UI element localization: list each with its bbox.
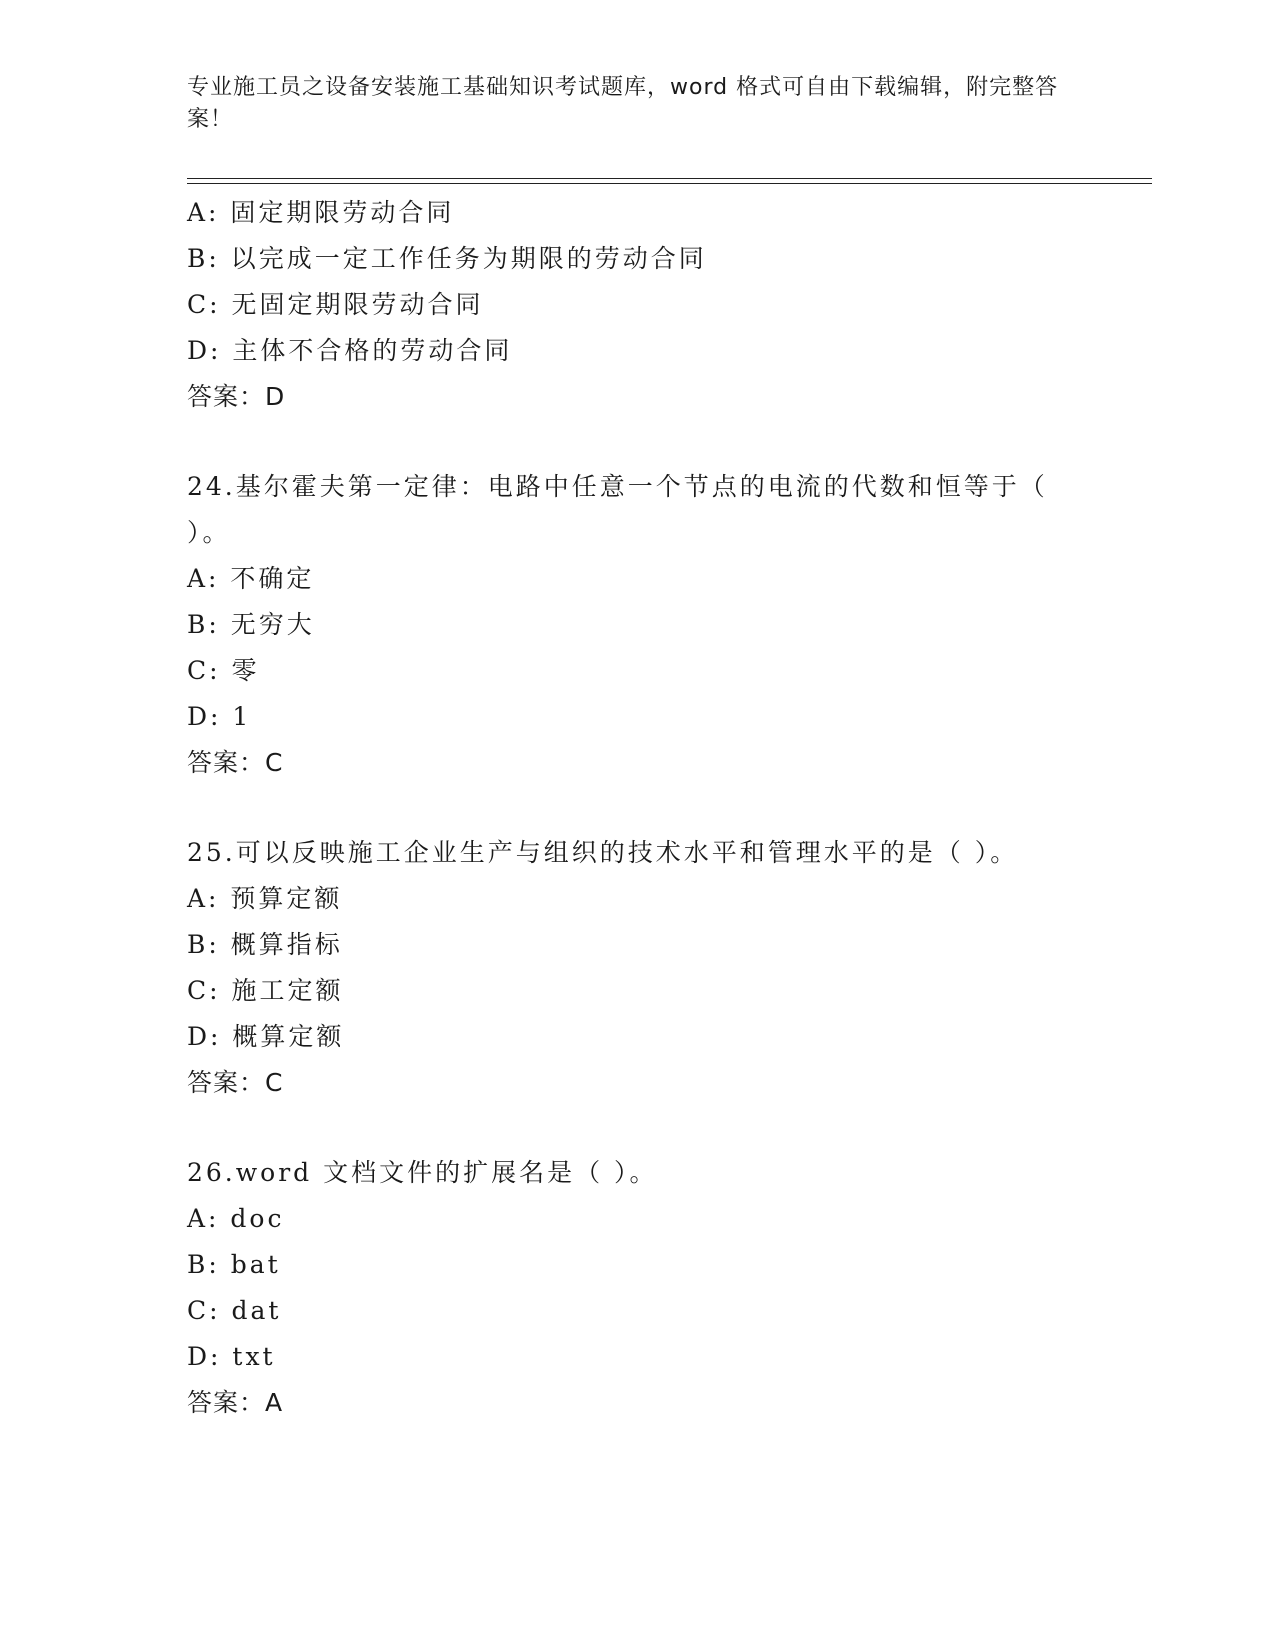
option-a: A: 固定期限劳动合同 bbox=[187, 198, 455, 227]
answer: 答案：D bbox=[187, 382, 286, 411]
question-stem: 25.可以反映施工企业生产与组织的技术水平和管理水平的是（ ）。 bbox=[187, 838, 1019, 867]
option-a: A: 预算定额 bbox=[187, 884, 343, 913]
answer: 答案：A bbox=[187, 1388, 284, 1417]
question-stem: 26.word 文档文件的扩展名是（ ）。 bbox=[187, 1158, 658, 1187]
option-d: D: 1 bbox=[187, 702, 252, 731]
answer: 答案：C bbox=[187, 748, 284, 777]
option-c: C: 施工定额 bbox=[187, 976, 344, 1005]
option-a: A: 不确定 bbox=[187, 564, 315, 593]
question-26 bbox=[187, 1150, 1087, 1426]
option-b: B: 无穷大 bbox=[187, 610, 315, 639]
option-b: B: 以完成一定工作任务为期限的劳动合同 bbox=[187, 244, 707, 273]
option-c: C: dat bbox=[187, 1296, 282, 1325]
question-23-continued bbox=[187, 190, 1087, 420]
option-d: D: 概算定额 bbox=[187, 1022, 345, 1051]
option-c: C: 零 bbox=[187, 656, 260, 685]
option-d: D: txt bbox=[187, 1342, 276, 1371]
option-b: B: bat bbox=[187, 1250, 281, 1279]
header-rule-top bbox=[187, 178, 1152, 179]
question-24 bbox=[187, 464, 1087, 786]
option-a: A: doc bbox=[187, 1204, 285, 1233]
document-header: 专业施工员之设备安装施工基础知识考试题库，word 格式可自由下载编辑，附完整答案！ bbox=[187, 75, 1059, 132]
answer: 答案：C bbox=[187, 1068, 284, 1097]
option-d: D: 主体不合格的劳动合同 bbox=[187, 336, 513, 365]
question-list bbox=[187, 190, 1087, 1426]
header-rule-bottom bbox=[187, 183, 1152, 184]
question-stem: 24.基尔霍夫第一定律：电路中任意一个节点的电流的代数和恒等于（ ）。 bbox=[187, 472, 1048, 547]
question-25 bbox=[187, 830, 1087, 1106]
option-c: C: 无固定期限劳动合同 bbox=[187, 290, 484, 319]
option-b: B: 概算指标 bbox=[187, 930, 343, 959]
